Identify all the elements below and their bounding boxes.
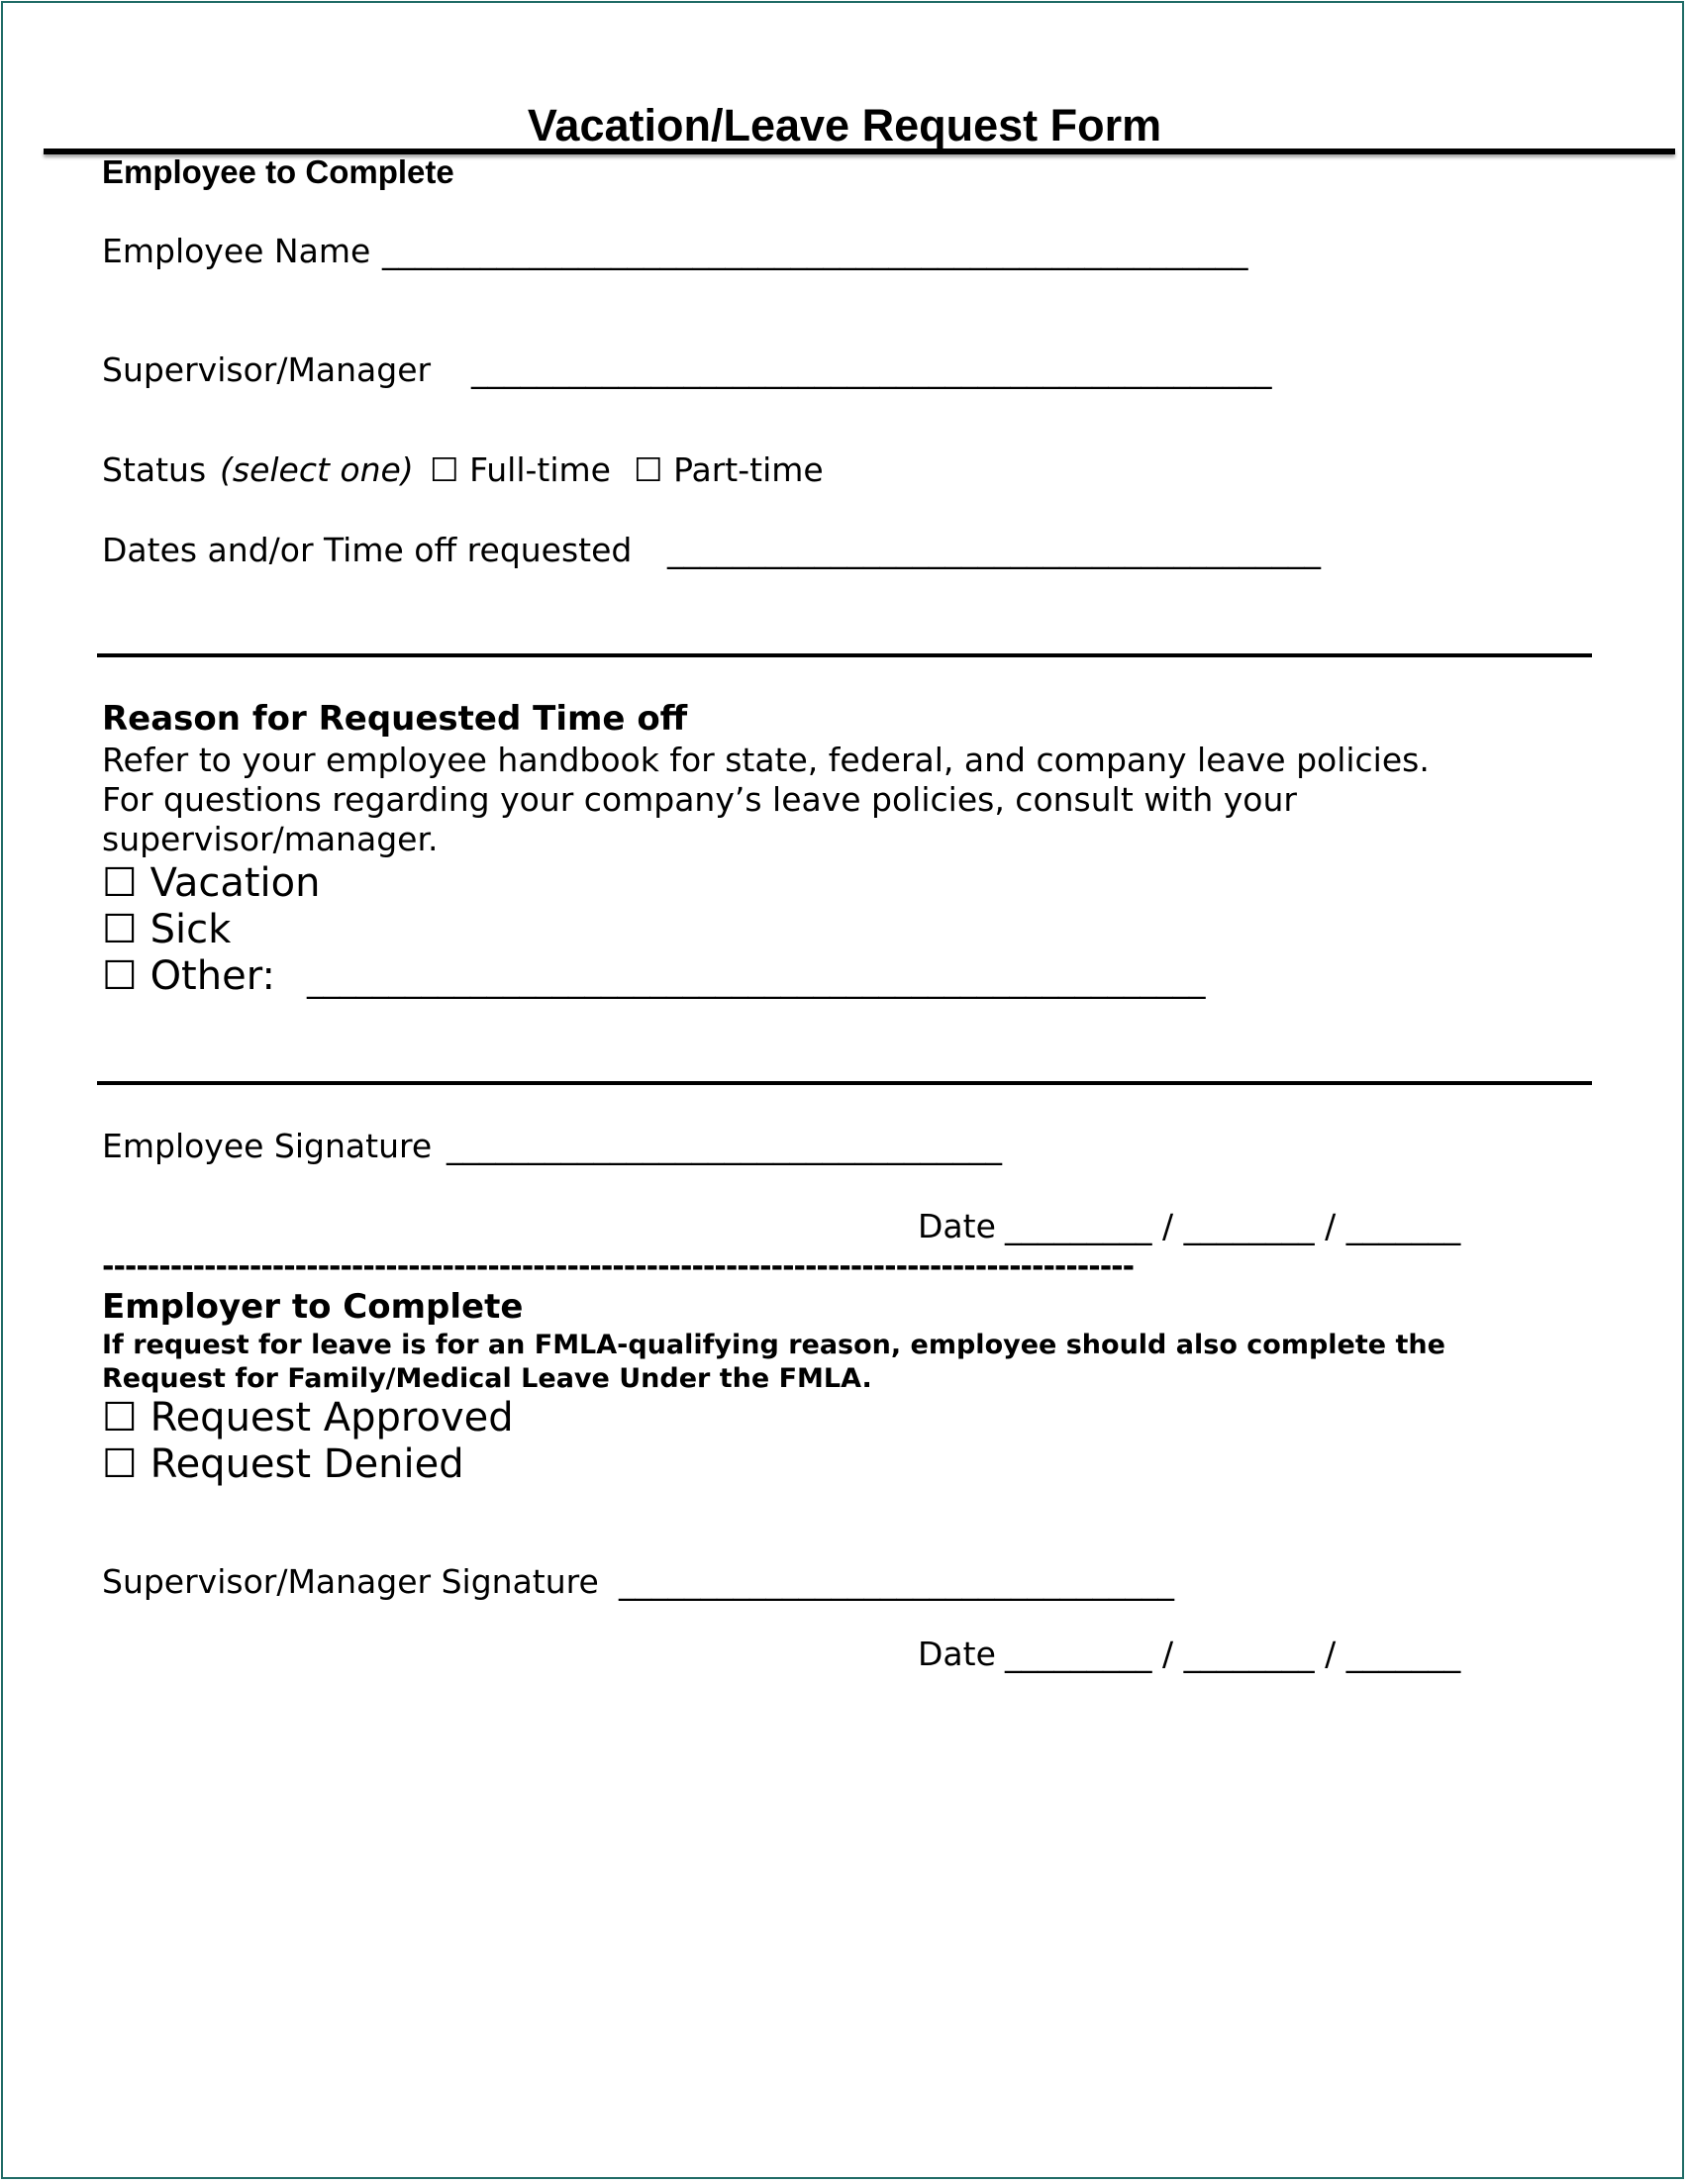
reason-text-line-2: For questions regarding your company’s leave policies, consult with your <box>102 780 1297 819</box>
status-parttime-checkbox[interactable]: ☐ Part-time <box>634 450 824 489</box>
section-divider-2 <box>97 1081 1592 1085</box>
employee-name-field[interactable]: _____________________________________________________ <box>382 232 1248 270</box>
supervisor-label: Supervisor/Manager <box>102 350 432 389</box>
page-frame <box>1 1 1684 2179</box>
other-reason-field[interactable]: _______________________________________________________ <box>307 960 1206 999</box>
manager-signature-field[interactable]: __________________________________ <box>619 1562 1174 1601</box>
employee-date-field[interactable]: _________ / ________ / _______ <box>1005 1207 1461 1245</box>
request-denied-checkbox[interactable]: ☐ Request Denied <box>102 1441 464 1487</box>
section-divider-1 <box>97 653 1592 657</box>
status-label: Status <box>102 450 207 489</box>
employee-signature-label: Employee Signature <box>102 1127 433 1165</box>
form-title: Vacation/Leave Request Form <box>527 100 1162 150</box>
employee-date-label: Date <box>918 1207 996 1245</box>
request-approved-checkbox[interactable]: ☐ Request Approved <box>102 1395 514 1440</box>
cut-line-divider: ------------------------------------------------------------------------------------------- <box>102 1249 1135 1284</box>
reason-text-line-3: supervisor/manager. <box>102 820 439 858</box>
manager-signature-label: Supervisor/Manager Signature <box>102 1562 599 1601</box>
dates-field[interactable]: ________________________________________ <box>667 531 1321 569</box>
employee-section-heading: Employee to Complete <box>102 153 454 190</box>
status-fulltime-checkbox[interactable]: ☐ Full-time <box>430 450 611 489</box>
employer-section-heading: Employer to Complete <box>102 1287 524 1327</box>
reason-text-line-1: Refer to your employee handbook for state, federal, and company leave policies. <box>102 741 1430 779</box>
employee-signature-field[interactable]: __________________________________ <box>447 1127 1002 1165</box>
fmla-note-line-1: If request for leave is for an FMLA-qualifying reason, employee should also complete the <box>102 1330 1445 1360</box>
fmla-note-line-2: Request for Family/Medical Leave Under the FMLA. <box>102 1363 872 1394</box>
reason-section-heading: Reason for Requested Time off <box>102 699 688 739</box>
vacation-checkbox[interactable]: ☐ Vacation <box>102 860 321 906</box>
manager-date-label: Date <box>918 1635 996 1673</box>
manager-date-field[interactable]: _________ / ________ / _______ <box>1005 1635 1461 1673</box>
status-hint: (select one) <box>220 450 414 489</box>
employee-name-label: Employee Name <box>102 232 371 270</box>
sick-checkbox[interactable]: ☐ Sick <box>102 907 232 952</box>
other-checkbox[interactable]: ☐ Other: <box>102 953 275 999</box>
dates-label: Dates and/or Time off requested <box>102 531 633 569</box>
supervisor-field[interactable]: _________________________________________________ <box>471 350 1272 389</box>
